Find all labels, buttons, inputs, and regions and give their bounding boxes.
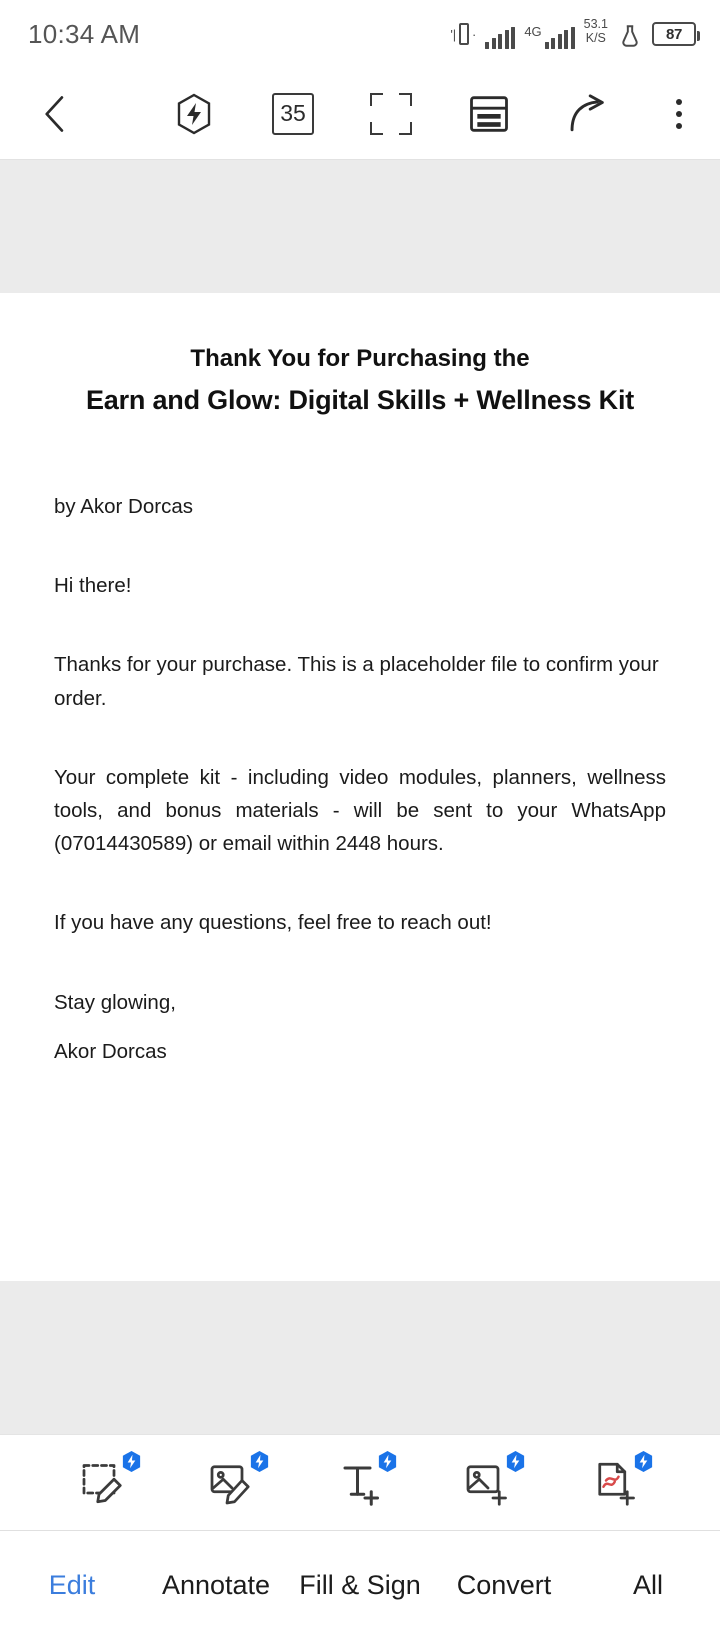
page-count-button[interactable] [272,93,314,135]
pro-badge [632,1450,655,1473]
toolbar-actions [172,92,690,136]
tool-strip [0,1434,720,1530]
tab-edit[interactable]: Edit [48,1569,96,1600]
edit-region-icon[interactable] [73,1454,135,1512]
add-signature-icon[interactable] [585,1454,647,1512]
network-type-label: 4G [524,24,542,39]
document-title-line-1: Thank You for Purchasing the [190,345,530,372]
status-time: 10:34 AM [28,18,141,49]
document-body [54,490,666,1068]
top-toolbar [0,68,720,160]
share-arrow-icon[interactable] [566,92,612,136]
crop-frame-icon[interactable] [370,93,412,135]
alarm-icon [617,19,643,49]
page-gap-bottom [0,1281,720,1426]
flash-hexagon-icon[interactable] [172,92,216,136]
bottom-tab-bar [0,1530,720,1640]
add-image-icon[interactable] [457,1454,519,1512]
network-type-icon [524,19,574,49]
network-speed-indicator [584,18,608,48]
edit-image-icon[interactable] [201,1454,263,1512]
status-bar [0,0,720,68]
status-icons [450,18,696,50]
net-speed-value: 53.1 [583,17,608,31]
pro-badge [120,1450,143,1473]
document-paragraph-signoff: Stay glowing, [54,990,176,1014]
tab-convert[interactable]: Convert [456,1569,552,1600]
document-page [0,293,720,1281]
page-gap-top [0,160,720,293]
tab-fill-and-sign[interactable]: Fill & Sign [299,1569,421,1600]
document-paragraph-signature: Akor Dorcas [54,1039,167,1063]
tab-all[interactable]: All [632,1569,663,1600]
document-title-line-2: Earn and Glow: Digital Skills + Wellness Kit [85,385,635,415]
pro-badge [376,1450,399,1473]
page-count-label: 35 [280,100,306,126]
document-paragraph-questions: If you have any questions, feel free to reach out! [54,911,492,935]
vibrate-icon: '| · [450,22,476,46]
back-chevron-icon[interactable] [32,92,78,136]
document-paragraph-greeting: Hi there! [54,574,132,598]
battery-icon [652,22,696,46]
tab-annotate[interactable]: Annotate [161,1569,271,1600]
page-layout-icon[interactable] [468,93,510,135]
document-paragraph-author: by Akor Dorcas [54,495,193,518]
document-paragraph-thanks: Thanks for your purchase. This is a placeholder file to confirm your order. [54,653,659,710]
battery-level-label: 87 [665,25,683,43]
pro-badge [504,1450,527,1473]
add-text-icon[interactable] [329,1454,391,1512]
document-viewer[interactable] [0,160,720,1434]
signal-bars-icon [485,19,515,49]
pro-badge [248,1450,271,1473]
more-vertical-icon[interactable] [668,99,690,129]
net-speed-unit: K/S [585,30,606,45]
document-paragraph-delivery: Your complete kit - including video modules, planners, wellness tools, and bonus materials - will be sent to your WhatsApp (07014430589) or email within 2448 hours. [54,765,666,856]
